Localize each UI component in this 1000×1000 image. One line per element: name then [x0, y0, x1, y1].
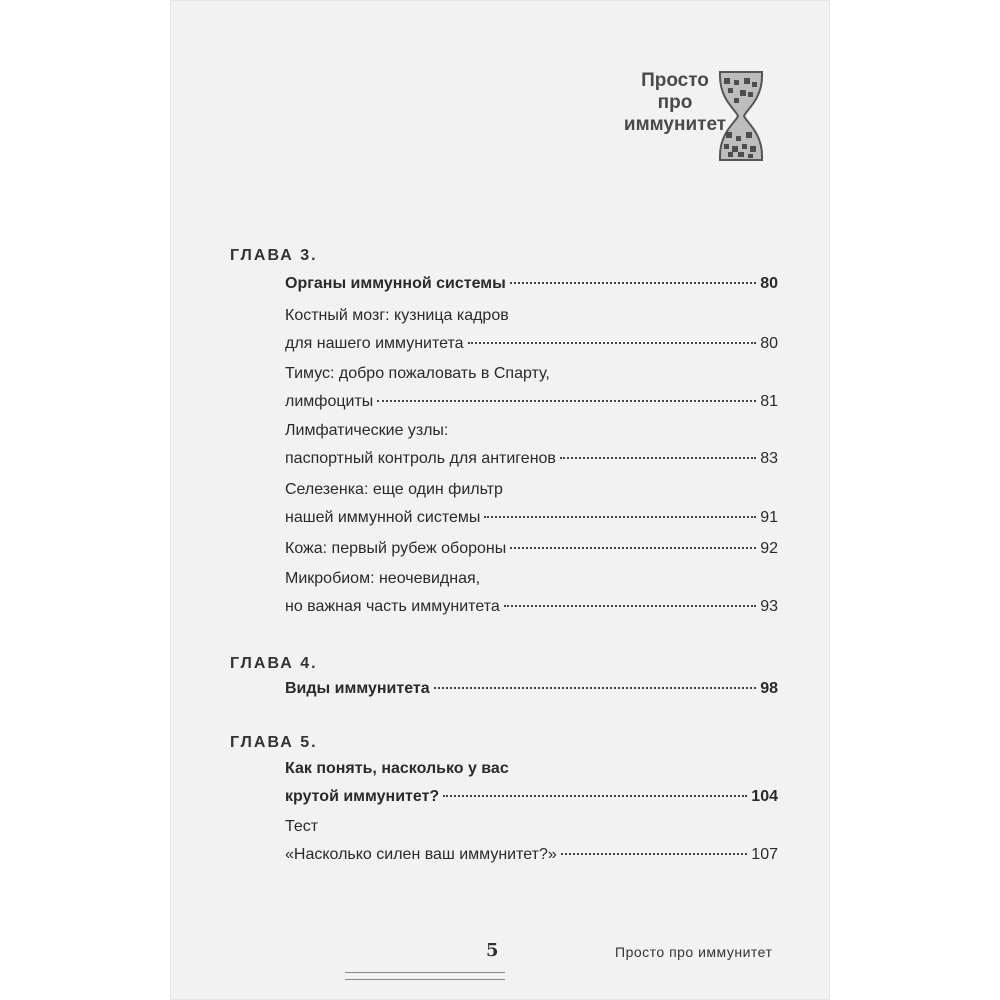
hourglass-icon [710, 70, 772, 162]
toc-entry[interactable] [285, 270, 778, 298]
toc-entry[interactable] [285, 535, 778, 563]
toc-entry-title-cont: для нашего иммунитета [285, 335, 464, 352]
toc-entry-title: Тест [285, 818, 319, 835]
toc-entry-title: Органы иммунной системы [285, 275, 506, 292]
toc-entry[interactable] [285, 417, 778, 473]
show-through-text [200, 150, 205, 166]
toc-entry-title-cont: паспортный контроль для антигенов [285, 450, 556, 467]
toc-entry[interactable] [285, 302, 778, 358]
leader-dots [377, 399, 756, 402]
toc-entry-title-cont: но важная часть иммунитета [285, 598, 500, 615]
toc-entry[interactable] [285, 813, 778, 869]
toc-entry[interactable] [285, 476, 778, 532]
leader-dots [468, 341, 757, 344]
logo-line-1: Просто [641, 70, 709, 91]
toc-entry-title: Костный мозг: кузница кадров [285, 307, 509, 324]
toc-entry[interactable] [285, 675, 778, 703]
chapter-4-heading: ГЛАВА 4. [230, 655, 318, 672]
leader-dots [484, 515, 756, 518]
toc-entry-title: Лимфатические узлы: [285, 422, 449, 439]
chapter-5-heading: ГЛАВА 5. [230, 734, 318, 751]
toc-entry[interactable] [285, 755, 778, 811]
logo-line-2: про [657, 92, 693, 113]
toc-entry[interactable] [285, 360, 778, 416]
footer-rule [345, 972, 505, 980]
toc-page-number: 98 [760, 680, 778, 697]
toc-entry-title: Как понять, насколько у вас [285, 760, 509, 777]
leader-dots [443, 794, 747, 797]
toc-entry-title: Тимус: добро пожаловать в Спарту, [285, 365, 550, 382]
logo-line-3: иммунитет [623, 114, 727, 135]
chapter-3-heading: ГЛАВА 3. [230, 247, 318, 264]
toc-page-number: 93 [760, 598, 778, 615]
leader-dots [510, 546, 756, 549]
leader-dots [434, 686, 757, 689]
toc-page-number: 92 [760, 540, 778, 557]
toc-page-number: 91 [760, 509, 778, 526]
toc-entry-title: Виды иммунитета [285, 680, 430, 697]
toc-page-number: 104 [751, 788, 778, 805]
toc-page-number: 80 [760, 275, 778, 292]
leader-dots [504, 604, 756, 607]
leader-dots [561, 852, 748, 855]
toc-entry-title-cont: крутой иммунитет? [285, 788, 440, 805]
running-title: Просто про иммунитет [615, 944, 773, 960]
toc-entry-title: Селезенка: еще один фильтр [285, 481, 503, 498]
toc-entry-title: Микробиом: неочевидная, [285, 570, 481, 587]
toc-entry[interactable] [285, 565, 778, 621]
toc-entry-title: Кожа: первый рубеж обороны [285, 540, 507, 557]
leader-dots [560, 456, 756, 459]
toc-page-number: 80 [760, 335, 778, 352]
toc-page-number: 83 [760, 450, 778, 467]
toc-page-number: 81 [760, 393, 778, 410]
book-logo [605, 70, 775, 165]
page-number: 5 [486, 940, 499, 961]
leader-dots [510, 281, 756, 284]
toc-entry-title-cont: «Насколько силен ваш иммунитет?» [285, 846, 557, 863]
toc-entry-title-cont: нашей иммунной системы [285, 509, 481, 526]
toc-entry-title-cont: лимфоциты [285, 393, 374, 410]
toc-page-number: 107 [751, 846, 778, 863]
